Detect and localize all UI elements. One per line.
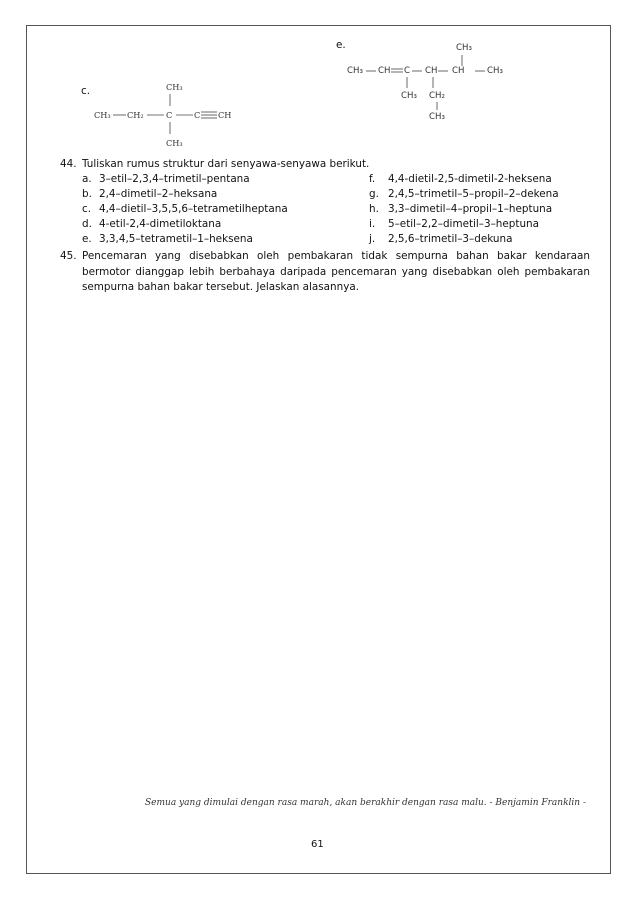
q44-text: Tuliskan rumus struktur dari senyawa-senyawa berikut. [82,158,370,170]
list-item: g. [369,188,379,200]
list-item: e. [82,233,92,245]
c-bottom-group: CH₃ [166,138,183,148]
list-item-text: 3,3–dimetil–4–propil–1–heptuna [388,203,553,215]
e-group-4: CH [425,66,438,76]
e-group-2: CH [378,66,391,76]
footer-quote: Semua yang dimulai dengan rasa marah, akan berakhir dengan rasa malu. - Benjamin Franklin - [145,798,586,808]
structure-e-formula [345,40,515,130]
list-item: d. [82,218,92,230]
list-item-text: 4,4-dietil-2,5-dimetil-2-heksena [388,173,552,185]
list-item: b. [82,188,92,200]
e-group-3: C [404,66,411,76]
structure-e-label: e. [336,39,346,51]
c-top-group: CH₃ [166,82,183,92]
list-item-text: 3,3,4,5–tetrametil–1–heksena [99,233,253,245]
e-group-6: CH₃ [487,66,503,76]
e-below-ch2: CH₃ [429,112,445,122]
q44-number: 44. [60,158,77,170]
page-number: 61 [311,839,324,850]
list-item: f. [369,173,376,185]
list-item-text: 2,4,5–trimetil–5–propil–2–dekena [388,188,559,200]
structure-c-label: c. [81,85,91,97]
q45-number: 45. [60,250,77,262]
list-item-text: 3–etil–2,3,4–trimetil–pentana [99,173,250,185]
e-group-5: CH [452,66,465,76]
e-below-c: CH₃ [401,91,417,101]
e-group-1: CH₃ [347,66,363,76]
q45-text: Pencemaran yang disebabkan oleh pembakaran tidak sempurna bahan bakar kendaraan bermotor dianggap lebih berbahaya daripada pencemaran yang disebabkan oleh pembakaran sempurna bahan bakar tersebut. Jelaskan alasannya. [82,250,590,293]
list-item: a. [82,173,92,185]
list-item: i. [369,218,376,230]
e-below-ch: CH₂ [429,91,445,101]
c-group-3: C [166,110,173,120]
list-item-text: 2,5,6–trimetil–3–dekuna [388,233,513,245]
list-item-text: 4-etil-2,4-dimetiloktana [99,218,222,230]
list-item: c. [82,203,92,215]
list-item-text: 4,4–dietil–3,5,5,6–tetrametilheptana [99,203,288,215]
list-item: j. [369,233,376,245]
structure-c-formula [90,78,250,153]
c-group-5: CH [218,110,232,120]
list-item-text: 5–etil–2,2–dimetil–3–heptuna [388,218,539,230]
c-group-4: C [194,110,201,120]
e-top-group: CH₃ [456,43,472,53]
c-group-1: CH₃ [94,110,111,120]
list-item-text: 2,4–dimetil–2–heksana [99,188,218,200]
list-item: h. [369,203,379,215]
c-group-2: CH₂ [127,110,144,120]
